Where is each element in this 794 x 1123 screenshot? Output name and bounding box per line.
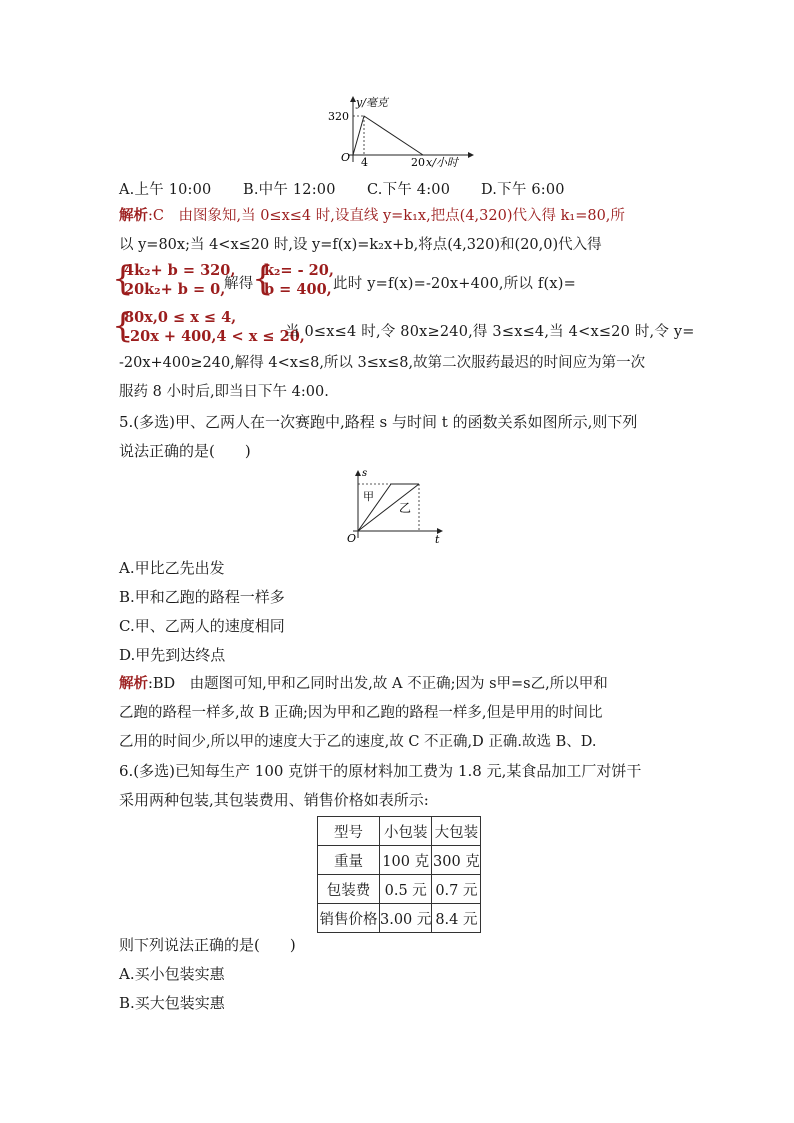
q5-solution-line2: 乙跑的路程一样多,故 B 正确;因为甲和乙跑的路程一样多,但是甲用的时间比 [119,705,603,721]
q4-option-d: D.下午 6:00 [481,182,565,198]
graph1-x-arrow [468,152,474,158]
q5-solution-text1: :BD 由题图可知,甲和乙同时出发,故 A 不正确;因为 s甲=s乙,所以甲和 [148,676,608,692]
q5-stem-line1: 5.(多选)甲、乙两人在一次赛跑中,路程 s 与时间 t 的函数关系如图所示,则下列 [119,413,638,431]
dosage-graph [320,92,480,170]
q5-option-a: A.甲比乙先出发 [119,559,225,577]
q4-sys2-row2: b = 400, [264,281,332,298]
table-cell: 0.5 元 [380,875,432,904]
graph1-tick-320: 320 [328,110,349,123]
q5-stem-line2: 说法正确的是( ) [119,442,251,460]
q4-solution-line6: 服药 8 小时后,即当日下午 4:00. [119,384,329,400]
q4-solution-line5: -20x+400≥240,解得 4<x≤8,所以 3≤x≤8,故第二次服药最迟的时间应为第一次 [119,355,646,371]
q4-solution-text1: :C 由图象知,当 0≤x≤4 时,设直线 y=k₁x,把点(4,320)代入得 k₁=80,所 [148,208,625,224]
graph2-yi-label: 乙 [399,501,412,515]
packaging-table [317,816,481,933]
q6-stem-line2: 采用两种包装,其包装费用、销售价格如表所示: [119,791,429,809]
q4-sys2-row1: k₂= - 20, [264,262,334,279]
table-header-row [318,817,481,846]
q5-option-b: B.甲和乙跑的路程一样多 [119,588,285,606]
q4-sys1-row2: 20k₂+ b = 0, [124,281,226,298]
table-cell: 重量 [318,846,380,875]
graph1-y-label: y/毫克 [356,96,388,109]
table-header-cell: 大包装 [432,817,481,846]
q4-pw-row1: 80x,0 ≤ x ≤ 4, [124,309,237,326]
table-cell: 3.00 元 [380,904,432,933]
graph1-tick-4: 4 [361,156,368,169]
q4-option-b: B.中午 12:00 [243,182,336,198]
q6-stem-line1: 6.(多选)已知每生产 100 克饼干的原材料加工费为 1.8 元,某食品加工厂对饼干 [119,762,642,780]
q4-option-c: C.下午 4:00 [367,182,451,198]
q5-solution-label: 解析 [119,675,148,692]
table-cell: 8.4 元 [432,904,481,933]
table-header-cell: 型号 [318,817,380,846]
q6-after-table: 则下列说法正确的是( ) [119,936,296,954]
graph1-x-label: x/小时 [426,156,458,169]
table-row [318,846,481,875]
graph1-origin: O [341,151,351,164]
graph1-tick-20: 20 [411,156,425,169]
q4-pw-row2: -20x + 400,4 < x ≤ 20, [124,328,305,345]
q4-solve-word: 解得 [224,276,254,292]
q5-option-c: C.甲、乙两人的速度相同 [119,617,285,635]
q4-solution-label: 解析 [119,207,148,224]
q5-solution-line1 [119,675,608,693]
race-graph [345,468,445,546]
table-row [318,875,481,904]
table-cell: 0.7 元 [432,875,481,904]
table-header-cell: 小包装 [380,817,432,846]
q5-solution-line3: 乙用的时间少,所以甲的速度大于乙的速度,故 C 不正确,D 正确.故选 B、D. [119,734,597,750]
table-cell: 销售价格 [318,904,380,933]
graph1-dosage-line [353,116,423,155]
table-cell: 包装费 [318,875,380,904]
graph2-jia-label: 甲 [363,490,374,503]
table-row [318,904,481,933]
q5-option-d: D.甲先到达终点 [119,646,226,664]
q6-option-a: A.买小包装实惠 [119,965,225,983]
q4-pw-brace: { [112,306,134,346]
q4-solution-line3-tail: 此时 y=f(x)=-20x+400,所以 f(x)= [333,276,576,292]
q4-sys2-brace: { [252,259,274,299]
graph2-s-arrow [355,470,361,476]
q4-option-a: A.上午 10:00 [119,182,212,198]
q6-option-b: B.买大包装实惠 [119,994,225,1012]
q4-sys1-row1: 4k₂+ b = 320, [124,262,236,279]
graph2-origin: O [347,532,357,545]
q4-solution-line1 [119,207,625,225]
q4-sys1-brace: { [112,259,134,299]
table-cell: 300 克 [432,846,481,875]
graph2-t-label: t [435,533,440,546]
table-cell: 100 克 [380,846,432,875]
q4-solution-line2: 以 y=80x;当 4<x≤20 时,设 y=f(x)=k₂x+b,将点(4,320)和(20,0)代入得 [119,237,602,253]
q4-solution-line4-tail: 当 0≤x≤4 时,令 80x≥240,得 3≤x≤4,当 4<x≤20 时,令 y= [285,324,695,340]
graph2-s-label: s [362,468,368,479]
